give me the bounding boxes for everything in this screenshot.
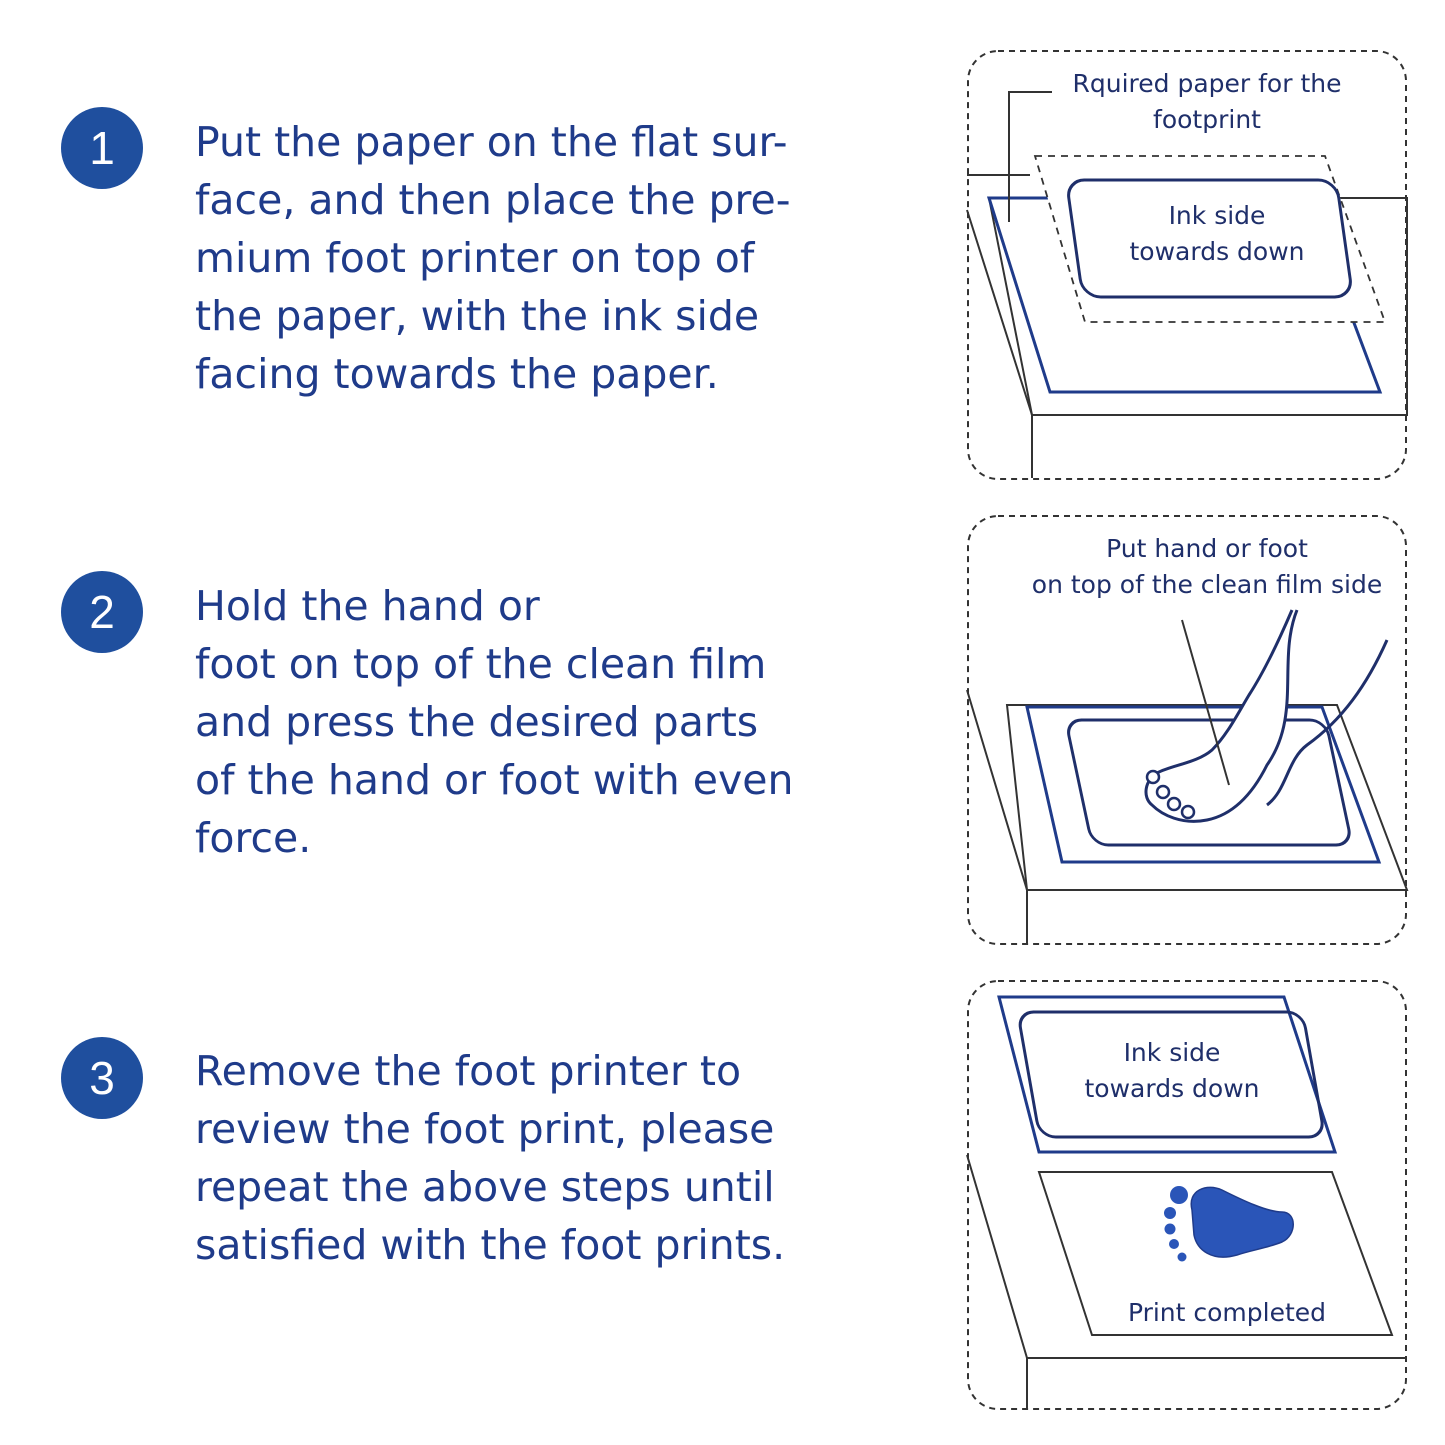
step-3-text: Remove the foot printer to review the foot print, please repeat the above steps until satisfied with the foot prints. xyxy=(195,1047,786,1269)
illustration-panel-1 xyxy=(967,50,1407,480)
ink-side-label-3: Ink side towards down xyxy=(1084,1038,1260,1103)
step-1-badge: 1 xyxy=(61,107,143,189)
ink-side-label: Ink side towards down xyxy=(1129,201,1305,266)
step-3-badge: 3 xyxy=(61,1037,143,1119)
footprint-icon xyxy=(1164,1186,1293,1262)
step-2-badge: 2 xyxy=(61,571,143,653)
step-1-text: Put the paper on the flat sur- face, and then place the pre- mium foot printer on top of the paper, with the ink side facing towards the paper. xyxy=(195,118,791,398)
put-foot-label: Put hand or foot on top of the clean film side xyxy=(1031,534,1383,599)
paper-label: Rquired paper for the footprint xyxy=(1072,69,1342,134)
illustration-panel-3 xyxy=(967,980,1407,1410)
illustration-panel-2 xyxy=(967,515,1407,945)
step-2-text: Hold the hand or foot on top of the clean film and press the desired parts of the hand or foot with even force. xyxy=(195,582,794,862)
print-completed-label: Print completed xyxy=(1127,1298,1327,1327)
